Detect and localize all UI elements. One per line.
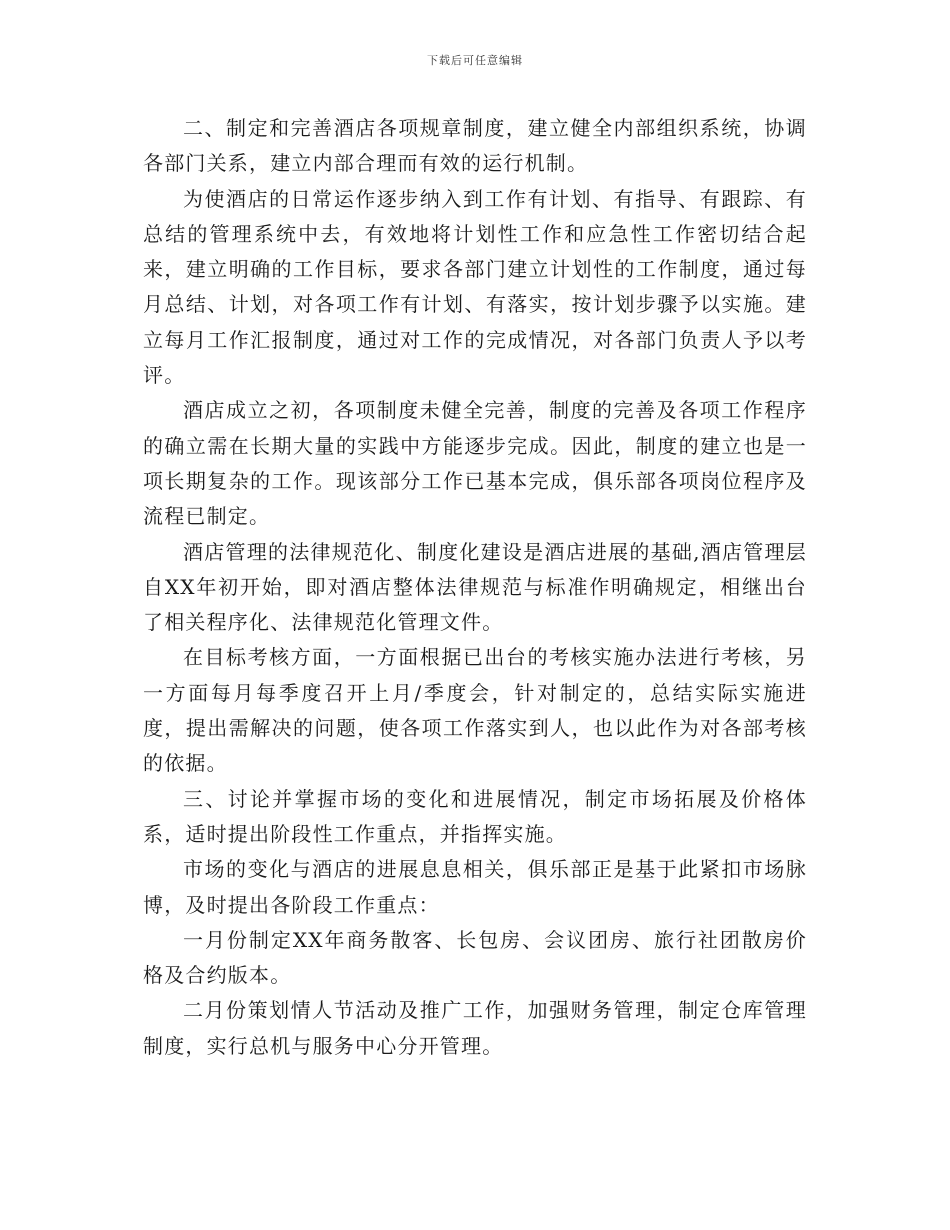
paragraph: 酒店成立之初，各项制度未健全完善，制度的完善及各项工作程序的确立需在长期大量的实践中方能逐步完成。因此，制度的建立也是一项长期复杂的工作。现该部分工作已基本完成，俱乐部各项岗位程序及流程已制定。	[143, 398, 807, 529]
paragraph: 二、制定和完善酒店各项规章制度，建立健全内部组织系统，协调各部门关系，建立内部合理而有效的运行机制。	[143, 116, 807, 176]
paragraph: 一月份制定XX年商务散客、长包房、会议团房、旅行社团散房价格及合约版本。	[143, 927, 807, 988]
paragraph: 三、讨论并掌握市场的变化和进展情况，制定市场拓展及价格体系，适时提出阶段性工作重点，并指挥实施。	[143, 786, 807, 846]
paragraph: 在目标考核方面，一方面根据已出台的考核实施办法进行考核，另一方面每月每季度召开上月/季度会，针对制定的，总结实际实施进度，提出需解决的问题，使各项工作落实到人，也以此作为对各部考核的依据。	[143, 645, 807, 776]
page-header: 下载后可任意编辑	[427, 54, 523, 67]
paragraph: 二月份策划情人节活动及推广工作，加强财务管理，制定仓库管理制度，实行总机与服务中心分开管理。	[143, 998, 807, 1058]
paragraph: 酒店管理的法律规范化、制度化建设是酒店进展的基础,酒店管理层自XX年初开始，即对酒店整体法律规范与标准作明确规定，相继出台了相关程序化、法律规范化管理文件。	[143, 539, 807, 635]
paragraph: 为使酒店的日常运作逐步纳入到工作有计划、有指导、有跟踪、有总结的管理系统中去，有效地将计划性工作和应急性工作密切结合起来，建立明确的工作目标，要求各部门建立计划性的工作制度，通过每月总结、计划，对各项工作有计划、有落实，按计划步骤予以实施。建立每月工作汇报制度，通过对工作的完成情况，对各部门负责人予以考评。	[143, 186, 807, 388]
document-body	[143, 111, 807, 1064]
paragraph: 市场的变化与酒店的进展息息相关，俱乐部正是基于此紧扣市场脉博，及时提出各阶段工作重点：	[143, 857, 807, 917]
